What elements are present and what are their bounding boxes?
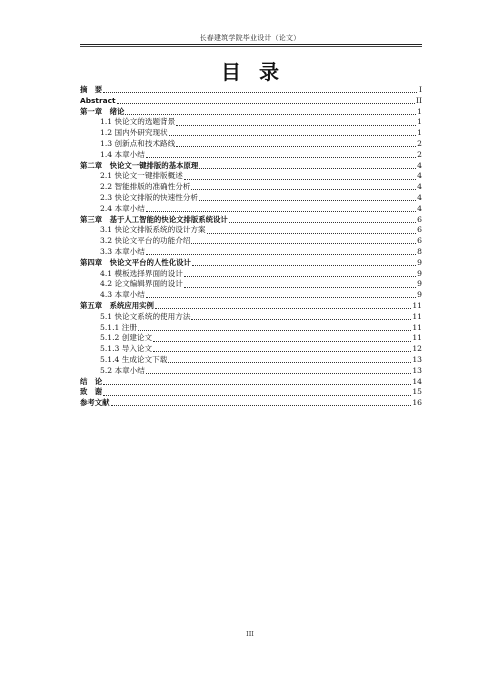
dot-leader — [153, 351, 411, 352]
toc-entry-label: 第五章 系统应用实例 — [80, 300, 154, 310]
toc-entry — [80, 150, 422, 161]
dot-leader — [176, 146, 416, 147]
table-of-contents — [80, 85, 422, 409]
toc-entry-label: 4.1 模板选择界面的设计 — [100, 268, 183, 278]
toc-entry-label: 4.3 本章小结 — [100, 290, 145, 300]
toc-entry — [80, 128, 422, 139]
toc-entry — [80, 215, 422, 226]
dot-leader — [103, 395, 411, 396]
dot-leader — [176, 125, 416, 126]
dot-leader — [103, 384, 411, 385]
dot-leader — [153, 341, 411, 342]
toc-entry — [80, 117, 422, 128]
dot-leader — [169, 135, 417, 136]
toc-entry-page: II — [416, 95, 422, 105]
toc-entry-page: 11 — [412, 322, 422, 332]
dot-leader — [146, 211, 416, 212]
toc-entry-page: 4 — [417, 171, 422, 181]
dot-leader — [184, 179, 416, 180]
toc-entry-page: 1 — [417, 128, 422, 138]
toc-entry-page: 4 — [417, 182, 422, 192]
toc-entry-label: 2.4 本章小结 — [100, 203, 145, 213]
toc-entry — [80, 290, 422, 301]
dot-leader — [125, 114, 416, 115]
toc-entry-label: 3.1 快论文排版系统的设计方案 — [100, 225, 206, 235]
toc-entry — [80, 387, 422, 398]
dot-leader — [184, 287, 416, 288]
dot-leader — [155, 308, 411, 309]
header-rule-thin — [80, 46, 422, 47]
toc-entry-label: Abstract — [80, 95, 116, 105]
toc-entry-page: 6 — [417, 236, 422, 246]
toc-entry-page: 6 — [417, 214, 422, 224]
toc-entry — [80, 398, 422, 409]
toc-entry-label: 2.2 智能排版的准确性分析 — [100, 182, 191, 192]
toc-entry — [80, 323, 422, 334]
toc-entry-label: 1.1 快论文的选题背景 — [100, 117, 176, 127]
toc-entry-label: 3.3 本章小结 — [100, 246, 145, 256]
dot-leader — [207, 233, 417, 234]
toc-entry-page: 1 — [417, 117, 422, 127]
toc-entry — [80, 193, 422, 204]
toc-entry-label: 4.2 论文编辑界面的设计 — [100, 279, 183, 289]
toc-entry-page: 6 — [417, 225, 422, 235]
toc-entry-label: 5.1.2 创建论文 — [100, 333, 153, 343]
toc-entry-page: 11 — [412, 300, 422, 310]
dot-leader — [146, 373, 411, 374]
toc-entry-page: 13 — [412, 354, 422, 364]
toc-entry — [80, 161, 422, 172]
toc-entry-label: 5.2 本章小结 — [100, 365, 145, 375]
toc-entry-label: 第二章 快论文一键排版的基本原理 — [80, 160, 199, 170]
toc-entry — [80, 366, 422, 377]
toc-entry-page: 4 — [417, 203, 422, 213]
running-header: 长春建筑学院毕业设计（论文） — [199, 34, 301, 42]
toc-entry — [80, 236, 422, 247]
toc-entry — [80, 139, 422, 150]
toc-entry-label: 参考文献 — [80, 398, 110, 408]
page-title: 目录 — [221, 60, 297, 84]
toc-entry — [80, 247, 422, 258]
toc-entry-label: 5.1.3 导入论文 — [100, 344, 153, 354]
toc-entry-label: 2.3 快论文排版的快速性分析 — [100, 192, 199, 202]
toc-entry-page: 9 — [417, 268, 422, 278]
toc-entry-page: 9 — [417, 257, 422, 267]
toc-entry — [80, 171, 422, 182]
toc-entry-label: 3.2 快论文平台的功能介绍 — [100, 236, 191, 246]
toc-entry — [80, 258, 422, 269]
toc-entry-label: 致 谢 — [80, 387, 103, 397]
toc-entry-page: 14 — [412, 376, 422, 386]
dot-leader — [138, 330, 411, 331]
dot-leader — [168, 362, 411, 363]
toc-entry — [80, 182, 422, 193]
toc-entry-label: 第四章 快论文平台的人性化设计 — [80, 257, 191, 267]
toc-entry-page: 4 — [417, 160, 422, 170]
toc-entry — [80, 312, 422, 323]
dot-leader — [191, 189, 416, 190]
page-number: III — [246, 630, 254, 638]
toc-entry-page: 1 — [417, 106, 422, 116]
toc-entry-page: 12 — [412, 344, 422, 354]
toc-entry-page: I — [419, 85, 422, 94]
dot-leader — [111, 405, 412, 406]
toc-entry-page: 2 — [417, 149, 422, 159]
dot-leader — [146, 297, 416, 298]
toc-entry — [80, 96, 422, 107]
toc-entry-label: 摘 要 — [80, 85, 103, 94]
toc-entry-label: 第一章 绪论 — [80, 106, 125, 116]
toc-entry-label: 1.4 本章小结 — [100, 149, 145, 159]
toc-entry — [80, 279, 422, 290]
dot-leader — [192, 265, 416, 266]
toc-entry — [80, 85, 422, 96]
toc-entry-label: 5.1.1 注册 — [100, 322, 137, 332]
dot-leader — [117, 103, 416, 104]
toc-entry-label: 1.3 创新点和技术路线 — [100, 138, 176, 148]
dot-leader — [191, 243, 416, 244]
header-rule — [80, 44, 422, 45]
toc-entry — [80, 269, 422, 280]
toc-entry-page: 16 — [412, 398, 422, 408]
toc-entry-label: 2.1 快论文一键排版概述 — [100, 171, 183, 181]
toc-entry — [80, 225, 422, 236]
toc-entry — [80, 107, 422, 118]
dot-leader — [146, 157, 416, 158]
toc-entry-label: 1.2 国内外研究现状 — [100, 128, 168, 138]
toc-entry-page: 11 — [412, 333, 422, 343]
dot-leader — [199, 168, 416, 169]
toc-entry-label: 第三章 基于人工智能的快论文排版系统设计 — [80, 214, 228, 224]
dot-leader — [184, 276, 416, 277]
toc-entry-label: 5.1.4 生成论文下载 — [100, 354, 168, 364]
toc-entry-page: 4 — [417, 192, 422, 202]
toc-entry — [80, 333, 422, 344]
dot-leader — [146, 254, 416, 255]
toc-entry-page: 2 — [417, 138, 422, 148]
toc-entry-page: 15 — [412, 387, 422, 397]
toc-entry-page: 13 — [412, 365, 422, 375]
dot-leader — [199, 200, 416, 201]
dot-leader — [103, 92, 417, 93]
toc-entry — [80, 204, 422, 215]
toc-entry — [80, 377, 422, 388]
toc-entry-label: 结 论 — [80, 376, 103, 386]
toc-entry-page: 9 — [417, 290, 422, 300]
toc-entry-label: 5.1 快论文系统的使用方法 — [100, 311, 191, 321]
toc-entry — [80, 355, 422, 366]
dot-leader — [229, 222, 416, 223]
dot-leader — [191, 319, 411, 320]
toc-entry-page: 9 — [417, 279, 422, 289]
toc-entry — [80, 344, 422, 355]
toc-entry-page: 8 — [417, 246, 422, 256]
toc-entry-page: 11 — [412, 311, 422, 321]
toc-entry — [80, 301, 422, 312]
